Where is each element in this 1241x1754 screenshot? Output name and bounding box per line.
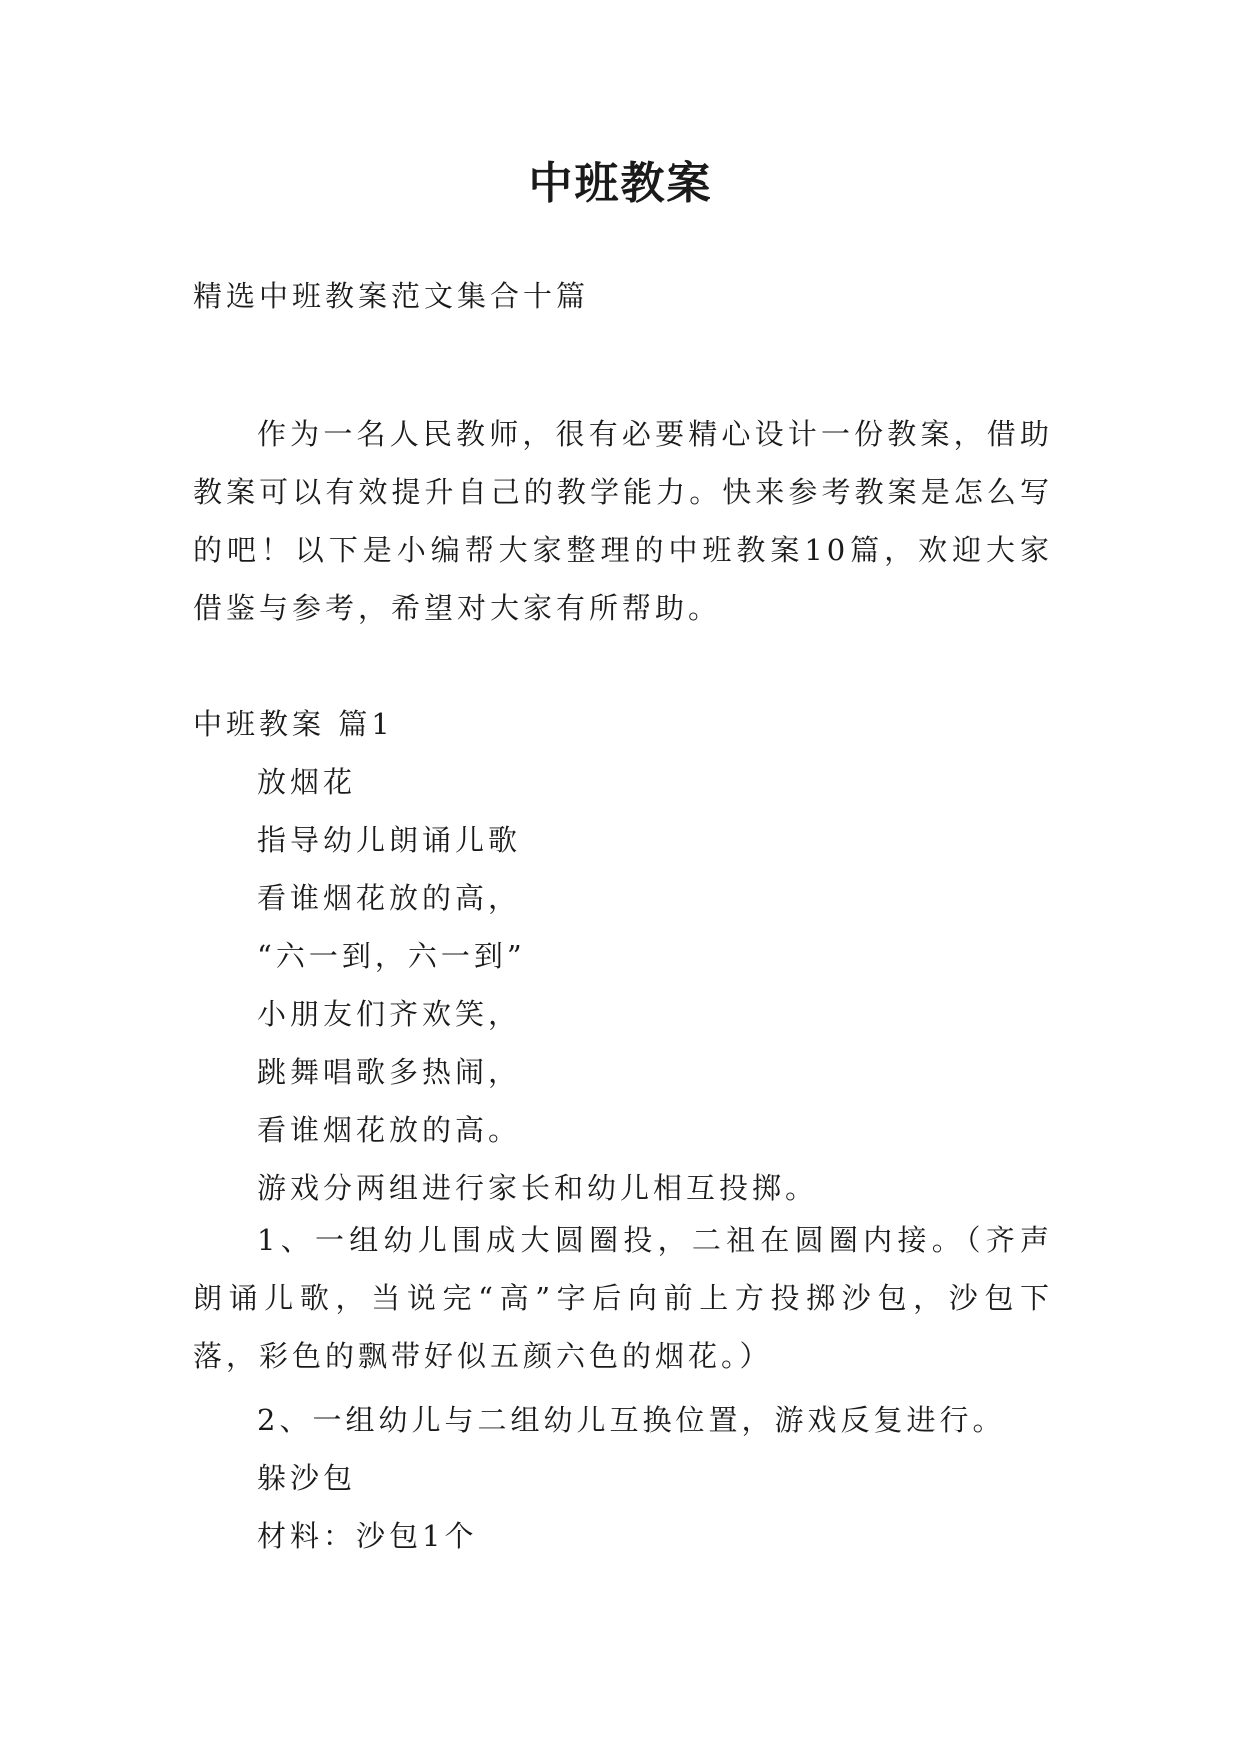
poem-line: 跳舞唱歌多热闹， [257, 1055, 522, 1089]
game-step-1: 1、一组幼儿围成大圆圈投，二祖在圆圈内接。（齐声朗诵儿歌，当说完“高”字后向前上方投掷沙包，沙包下落，彩色的飘带好似五颜六色的烟花。） [193, 1223, 1053, 1373]
game-step-2: 2、一组幼儿与二组幼儿互换位置，游戏反复进行。 [257, 1403, 1006, 1437]
poem-line: 看谁烟花放的高。 [257, 1113, 522, 1147]
activity-name: 放烟花 [257, 765, 357, 799]
materials-line: 材料：沙包1个 [257, 1519, 478, 1553]
poem-line: 看谁烟花放的高， [257, 881, 522, 915]
intro-paragraph: 作为一名人民教师，很有必要精心设计一份教案，借助教案可以有效提升自己的教学能力。快来参考教案是怎么写的吧！以下是小编帮大家整理的中班教案10篇，欢迎大家借鉴与参考，希望对大家有所帮助。 [193, 417, 1053, 625]
document-subtitle: 精选中班教案范文集合十篇 [193, 279, 590, 313]
activity-goal: 指导幼儿朗诵儿歌 [257, 823, 522, 857]
poem-line: 小朋友们齐欢笑， [257, 997, 522, 1031]
poem-line: “六一到，六一到” [257, 939, 526, 973]
activity-name-2: 躲沙包 [257, 1461, 357, 1495]
section-heading: 中班教案 篇1 [193, 707, 394, 741]
game-description: 游戏分两组进行家长和幼儿相互投掷。 [257, 1171, 819, 1205]
document-title: 中班教案 [528, 158, 713, 209]
